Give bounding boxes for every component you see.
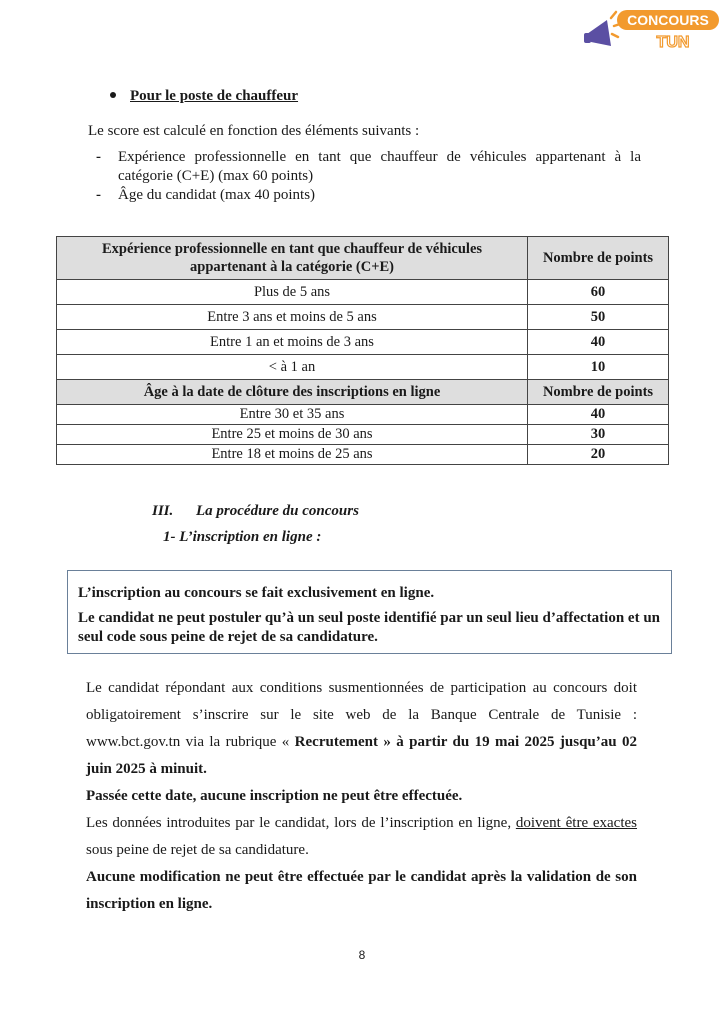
table-row: Entre 3 ans et moins de 5 ans 50 xyxy=(57,305,669,330)
table-row: Entre 30 et 35 ans 40 xyxy=(57,405,669,425)
notice-line: L’inscription au concours se fait exclusivement en ligne. xyxy=(78,585,435,601)
no-modification-paragraph: Aucune modification ne peut être effectuée par le candidat après la validation de son inscription en ligne. xyxy=(86,869,637,912)
table-row: Plus de 5 ans 60 xyxy=(57,280,669,305)
table-header-row xyxy=(57,237,669,280)
subsection-title: 1- L’inscription en ligne : xyxy=(163,529,322,545)
intro-text: Le score est calculé en fonction des éléments suivants : xyxy=(88,123,420,139)
points-header: Nombre de points xyxy=(528,237,669,280)
notice-box xyxy=(67,570,672,654)
table-row: < à 1 an 10 xyxy=(57,355,669,380)
data-accuracy-paragraph: Les données introduites par le candidat, lors de l’inscription en ligne, doivent être exactes sous peine de rejet de sa candidature. xyxy=(86,815,638,858)
table-row: Entre 18 et moins de 25 ans 20 xyxy=(57,445,669,465)
section-3-title: III. La procédure du concours xyxy=(152,503,359,519)
table-row: Entre 25 et moins de 30 ans 30 xyxy=(57,425,669,445)
points-header: Nombre de points xyxy=(528,380,669,405)
table-row: Entre 1 an et moins de 3 ans 40 xyxy=(57,330,669,355)
notice-line: Le candidat ne peut postuler qu’à un seul poste identifié par un seul lieu d’affectation et un seul code sous peine de rejet de sa candidature. xyxy=(78,610,661,645)
score-table xyxy=(56,236,669,465)
table-header-row xyxy=(57,380,669,405)
bullet-icon xyxy=(110,92,116,98)
concours-tun-logo xyxy=(583,6,721,54)
deadline-paragraph: Passée cette date, aucune inscription ne peut être effectuée. xyxy=(86,788,463,804)
age-header: Âge à la date de clôture des inscriptions en ligne xyxy=(57,380,528,405)
logo-word-tun: TUN xyxy=(656,34,690,51)
registration-paragraph: Le candidat répondant aux conditions susmentionnées de participation au concours doit obligatoirement s’inscrire sur le site web de la Banque Centrale de Tunisie : www.bct.gov.tn via la rubrique « Recrutement » à partir du 19 mai 2025 jusqu’au 02 juin 2025 à minuit. xyxy=(86,680,637,777)
page-number: 8 xyxy=(358,948,366,962)
megaphone-icon xyxy=(584,12,620,46)
section-heading xyxy=(110,88,298,105)
list-item: - Expérience professionnelle en tant que chauffeur de véhicules appartenant à la catégorie (C+E) (max 60 points) xyxy=(96,149,641,184)
experience-header: Expérience professionnelle en tant que chauffeur de véhicules appartenant à la catégorie (C+E) xyxy=(57,237,528,280)
criteria-list xyxy=(96,148,641,205)
heading-text: Pour le poste de chauffeur xyxy=(130,88,299,104)
list-item: - Âge du candidat (max 40 points) xyxy=(96,187,316,203)
logo-word-concours: CONCOURS xyxy=(627,12,709,28)
